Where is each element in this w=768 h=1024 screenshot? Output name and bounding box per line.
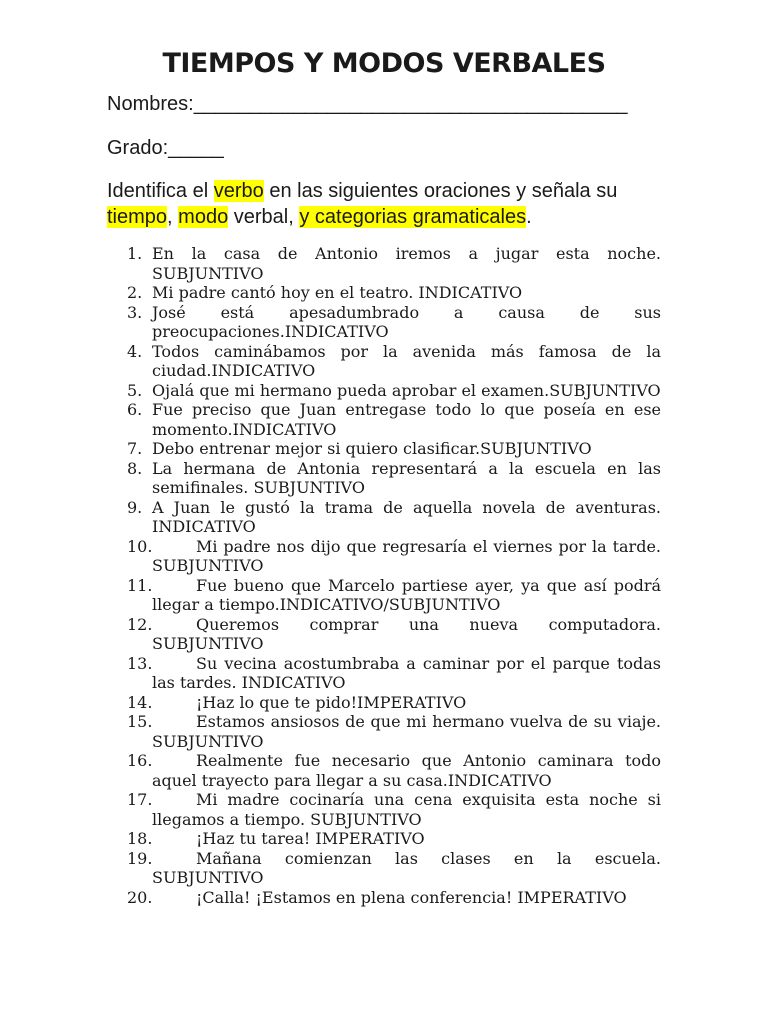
highlight-categorias: y categorias gramaticales xyxy=(299,206,527,228)
item-number: 4. xyxy=(127,341,143,361)
list-item xyxy=(127,459,661,498)
list-item xyxy=(127,654,661,693)
item-text: Fue preciso que Juan entregase todo lo que poseía en ese momento.INDICATIVO xyxy=(152,400,661,439)
item-text: Todos caminábamos por la avenida más famosa de la ciudad.INDICATIVO xyxy=(152,341,661,380)
list-item xyxy=(127,849,661,888)
list-item xyxy=(127,303,661,342)
item-text: Estamos ansiosos de que mi hermano vuelva de su viaje. SUBJUNTIVO xyxy=(152,712,661,751)
item-text: Queremos comprar una nueva computadora. SUBJUNTIVO xyxy=(152,614,661,653)
item-number: 9. xyxy=(127,497,143,517)
item-number: 17. xyxy=(127,790,153,809)
item-text: José está apesadumbrado a causa de sus preocupaciones.INDICATIVO xyxy=(152,302,661,341)
item-number: 8. xyxy=(127,458,143,478)
item-number: 2. xyxy=(127,283,143,302)
item-text: Realmente fue necesario que Antonio caminara todo aquel trayecto para llegar a su casa.INDICATIVO xyxy=(152,751,661,790)
item-number: 3. xyxy=(127,302,143,322)
item-number: 19. xyxy=(127,848,153,868)
list-item xyxy=(127,615,661,654)
item-number: 7. xyxy=(127,439,143,458)
item-text: ¡Calla! ¡Estamos en plena conferencia! IMPERATIVO xyxy=(196,887,627,907)
list-item xyxy=(127,888,661,908)
item-text: En la casa de Antonio iremos a jugar esta noche. SUBJUNTIVO xyxy=(152,244,661,283)
item-text: ¡Haz tu tarea! IMPERATIVO xyxy=(196,829,425,848)
list-item xyxy=(127,537,661,576)
highlight-modo: modo xyxy=(178,206,229,228)
item-number: 10. xyxy=(127,536,153,556)
list-item xyxy=(127,400,661,439)
item-text: ¡Haz lo que te pido!IMPERATIVO xyxy=(196,692,467,712)
grado-field: Grado:_____ xyxy=(107,137,224,159)
nombres-field: Nombres:_______________________________________ xyxy=(107,93,628,115)
list-item xyxy=(127,244,661,283)
list-item xyxy=(127,693,661,713)
item-text: Su vecina acostumbraba a caminar por el parque todas las tardes. INDICATIVO xyxy=(152,653,661,692)
item-number: 20. xyxy=(127,887,153,907)
item-number: 13. xyxy=(127,653,153,673)
list-item xyxy=(127,576,661,615)
list-item xyxy=(127,712,661,751)
item-text: Mi padre nos dijo que regresaría el viernes por la tarde. SUBJUNTIVO xyxy=(152,536,661,575)
list-item xyxy=(127,790,661,829)
item-number: 11. xyxy=(127,575,153,595)
exercise-list xyxy=(127,244,661,907)
list-item xyxy=(127,342,661,381)
item-text: Mi madre cocinaría una cena exquisita esta noche si llegamos a tiempo. SUBJUNTIVO xyxy=(152,790,661,829)
item-number: 14. xyxy=(127,692,153,712)
instructions xyxy=(107,178,667,230)
item-number: 1. xyxy=(127,244,143,263)
list-item xyxy=(127,283,661,303)
instructions-text: en las siguientes oraciones y señala su xyxy=(263,180,618,202)
item-number: 15. xyxy=(127,712,153,731)
list-item xyxy=(127,751,661,790)
list-item xyxy=(127,498,661,537)
item-text: Debo entrenar mejor si quiero clasificar.SUBJUNTIVO xyxy=(152,439,592,458)
item-number: 12. xyxy=(127,614,153,634)
item-number: 18. xyxy=(127,829,153,848)
item-text: Fue bueno que Marcelo partiese ayer, ya que así podrá llegar a tiempo.INDICATIVO/SUBJUNTIVO xyxy=(152,575,661,614)
instructions-text: verbal, xyxy=(228,206,300,228)
item-text: Mi padre cantó hoy en el teatro. INDICATIVO xyxy=(152,283,523,302)
item-text: Mañana comienzan las clases en la escuela. SUBJUNTIVO xyxy=(152,848,661,887)
page-title: TIEMPOS Y MODOS VERBALES xyxy=(162,48,606,79)
list-item xyxy=(127,439,661,459)
instructions-text: . xyxy=(526,206,532,228)
item-number: 5. xyxy=(127,380,143,400)
highlight-verbo: verbo xyxy=(213,180,264,202)
list-item xyxy=(127,829,661,849)
highlight-tiempo: tiempo xyxy=(107,206,168,228)
item-number: 16. xyxy=(127,751,153,770)
list-item xyxy=(127,381,661,401)
item-text: La hermana de Antonia representará a la escuela en las semifinales. SUBJUNTIVO xyxy=(152,458,661,497)
item-text: Ojalá que mi hermano pueda aprobar el examen.SUBJUNTIVO xyxy=(152,380,661,400)
instructions-text: , xyxy=(167,206,179,228)
instructions-text: Identifica el xyxy=(107,180,214,202)
item-text: A Juan le gustó la trama de aquella novela de aventuras. INDICATIVO xyxy=(152,497,661,536)
item-number: 6. xyxy=(127,400,143,419)
